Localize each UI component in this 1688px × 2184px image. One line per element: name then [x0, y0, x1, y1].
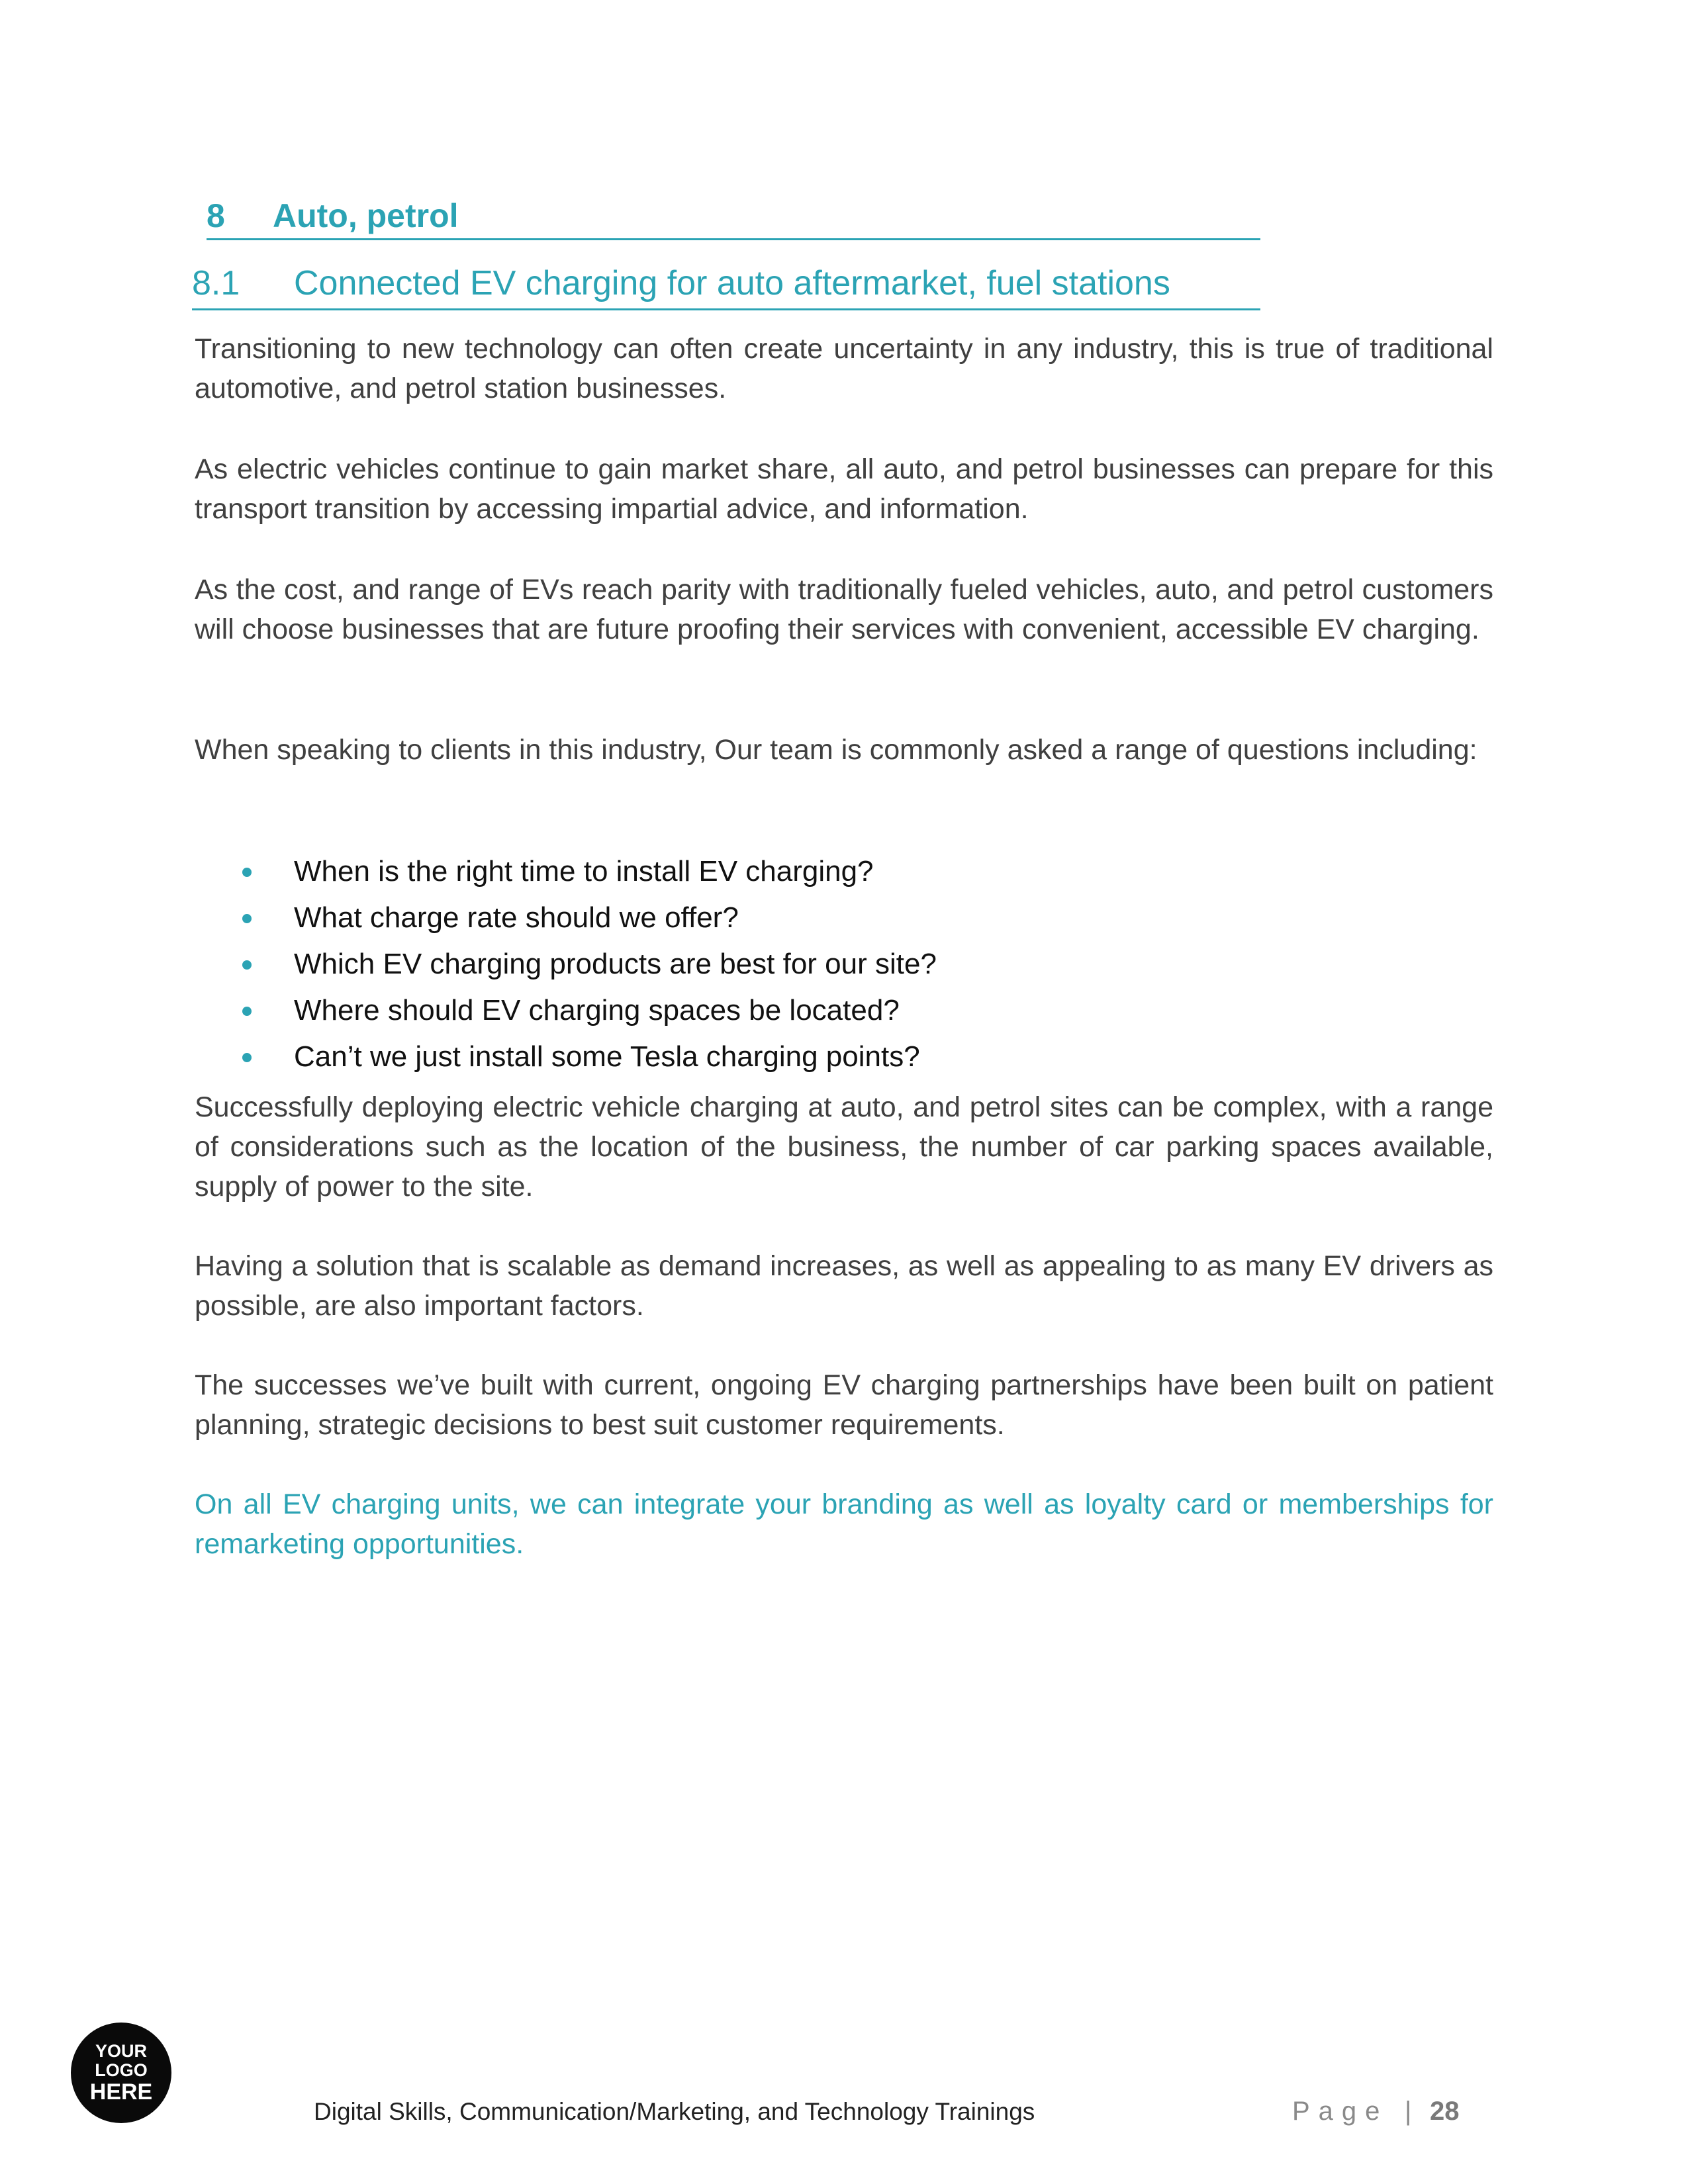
section-number: 8 — [207, 197, 225, 234]
list-item — [195, 941, 1493, 987]
page-number: 28 — [1430, 2097, 1460, 2126]
list-item-text: Where should EV charging spaces be located? — [294, 994, 900, 1026]
bullet-icon — [242, 1007, 252, 1016]
list-item — [195, 987, 1493, 1034]
list-item-text: Which EV charging products are best for our site? — [294, 948, 937, 980]
list-item — [195, 848, 1493, 895]
paragraph: The successes we’ve built with current, ongoing EV charging partnerships have been built on patient planning, strategic decisions to best suit customer requirements. — [195, 1369, 1493, 1441]
question-list — [195, 848, 1493, 1080]
logo-text: LOGO — [95, 2060, 148, 2080]
paragraph: Having a solution that is scalable as demand increases, as well as appealing to as many EV drivers as possible, are also important factors. — [195, 1250, 1493, 1322]
page-separator: | — [1405, 2097, 1412, 2126]
paragraph: As the cost, and range of EVs reach parity with traditionally fueled vehicles, auto, and petrol customers will choose businesses that are future proofing their services with convenient, accessible EV charging. — [195, 574, 1493, 645]
list-item-text: What charge rate should we offer? — [294, 901, 739, 934]
subsection-number: 8.1 — [192, 264, 240, 302]
bullet-icon — [242, 914, 252, 923]
logo-text: HERE — [89, 2079, 153, 2105]
subsection-heading — [192, 258, 1260, 310]
highlight-paragraph: On all EV charging units, we can integrate your branding as well as loyalty card or memberships for remarketing opportunities. — [195, 1488, 1493, 1560]
subsection-title: Connected EV charging for auto aftermarket, fuel stations — [294, 264, 1170, 302]
bullet-icon — [242, 1053, 252, 1062]
logo — [71, 2023, 171, 2123]
paragraph: Transitioning to new technology can often create uncertainty in any industry, this is true of traditional automotive, and petrol station businesses. — [195, 333, 1493, 404]
paragraph: Successfully deploying electric vehicle charging at auto, and petrol sites can be complex, with a range of considerations such as the location of the business, the number of car parking spaces available, supply of power to the site. — [195, 1091, 1493, 1203]
paragraph: When speaking to clients in this industry, Our team is commonly asked a range of questions including: — [195, 734, 1477, 766]
list-item-text: When is the right time to install EV charging? — [294, 855, 874, 887]
list-item-text: Can’t we just install some Tesla charging points? — [294, 1040, 920, 1073]
footer-title: Digital Skills, Communication/Marketing, and Technology Trainings — [314, 2098, 1035, 2125]
list-item — [195, 1034, 1493, 1080]
bullet-icon — [242, 868, 252, 877]
section-title: Auto, petrol — [273, 197, 459, 234]
section-heading — [207, 193, 1260, 240]
paragraph: As electric vehicles continue to gain market share, all auto, and petrol businesses can prepare for this transport transition by accessing impartial advice, and information. — [195, 453, 1493, 525]
page-label: Page — [1292, 2097, 1389, 2126]
list-item — [195, 895, 1493, 941]
bullet-icon — [242, 960, 252, 970]
logo-text: YOUR — [95, 2041, 147, 2061]
